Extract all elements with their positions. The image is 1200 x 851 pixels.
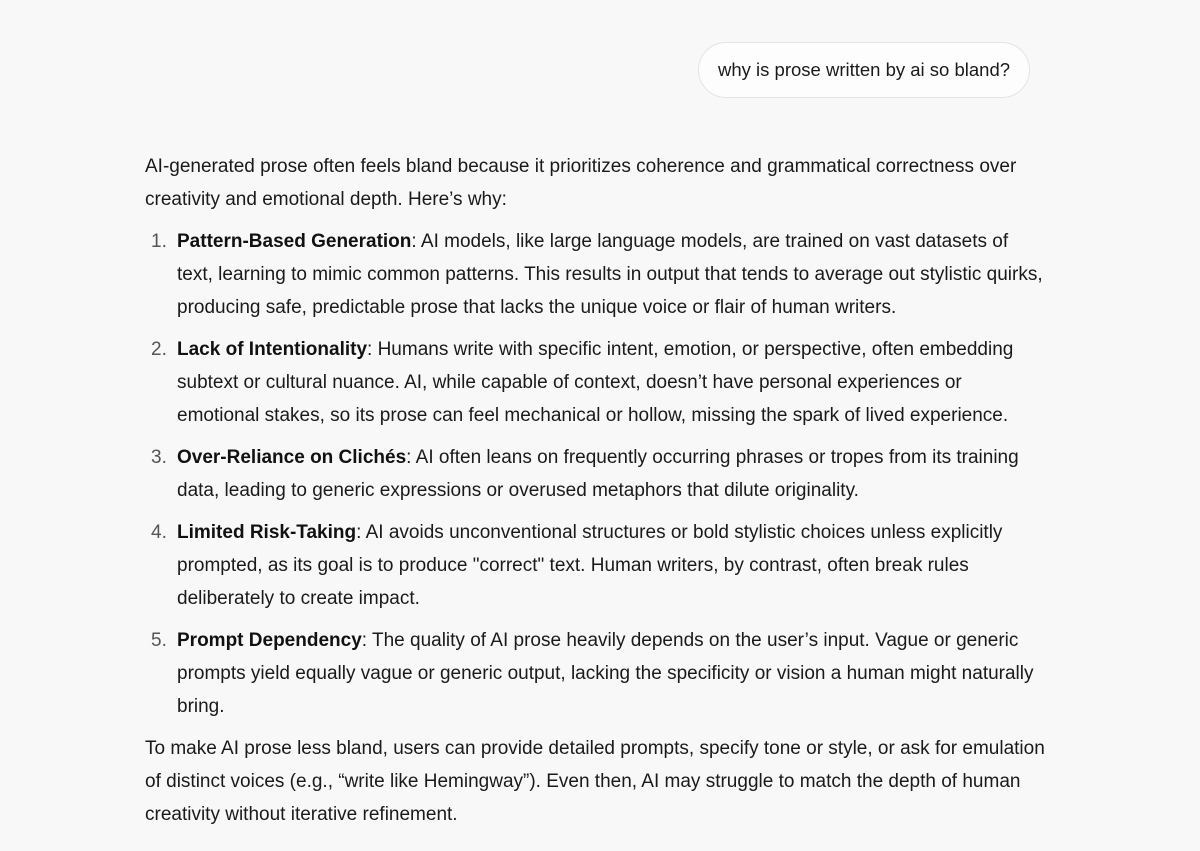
list-item <box>145 624 1045 723</box>
list-item <box>145 516 1045 615</box>
response-intro: AI-generated prose often feels bland because it prioritizes coherence and grammatical correctness over creativity and emotional depth. Here’s why: <box>145 156 1017 210</box>
list-item <box>145 441 1045 507</box>
list-item-text: : The quality of AI prose heavily depends on the user’s input. Vague or generic prompts yield equally vague or generic output, lacking the specificity or vision a human might naturally bring. <box>177 630 1034 717</box>
assistant-response <box>145 150 1045 831</box>
response-outro: To make AI prose less bland, users can provide detailed prompts, specify tone or style, or ask for emulation of distinct voices (e.g., “write like Hemingway”). Even then, AI may struggle to match the depth of human creativity without iterative refinement. <box>145 738 1045 825</box>
list-item-number: 4. <box>151 522 167 543</box>
response-list <box>145 225 1045 723</box>
user-message-text: why is prose written by ai so bland? <box>718 59 1011 80</box>
list-item-term: Pattern-Based Generation <box>177 231 412 252</box>
list-item-text: : AI models, like large language models, are trained on vast datasets of text, learning to mimic common patterns. This results in output that tends to average out stylistic quirks, producing safe, predictable prose that lacks the unique voice or flair of human writers. <box>177 231 1043 318</box>
list-item-number: 1. <box>151 231 167 252</box>
list-item-text: : AI often leans on frequently occurring phrases or tropes from its training data, leading to generic expressions or overused metaphors that dilute originality. <box>177 447 1019 501</box>
list-item-text: : AI avoids unconventional structures or bold stylistic choices unless explicitly prompted, as its goal is to produce "correct" text. Human writers, by contrast, often break rules deliberately to create impact. <box>177 522 1003 609</box>
list-item-term: Limited Risk-Taking <box>177 522 357 543</box>
list-item <box>145 225 1045 324</box>
list-item-term: Prompt Dependency <box>177 630 362 651</box>
list-item-text: : Humans write with specific intent, emotion, or perspective, often embedding subtext or cultural nuance. AI, while capable of context, doesn’t have personal experiences or emotional stakes, so its prose can feel mechanical or hollow, missing the spark of lived experience. <box>177 339 1014 426</box>
list-item <box>145 333 1045 432</box>
list-item-term: Lack of Intentionality <box>177 339 368 360</box>
list-item-number: 2. <box>151 339 167 360</box>
list-item-term: Over-Reliance on Clichés <box>177 447 407 468</box>
list-item-number: 3. <box>151 447 167 468</box>
user-message-bubble <box>698 42 1030 98</box>
list-item-number: 5. <box>151 630 167 651</box>
